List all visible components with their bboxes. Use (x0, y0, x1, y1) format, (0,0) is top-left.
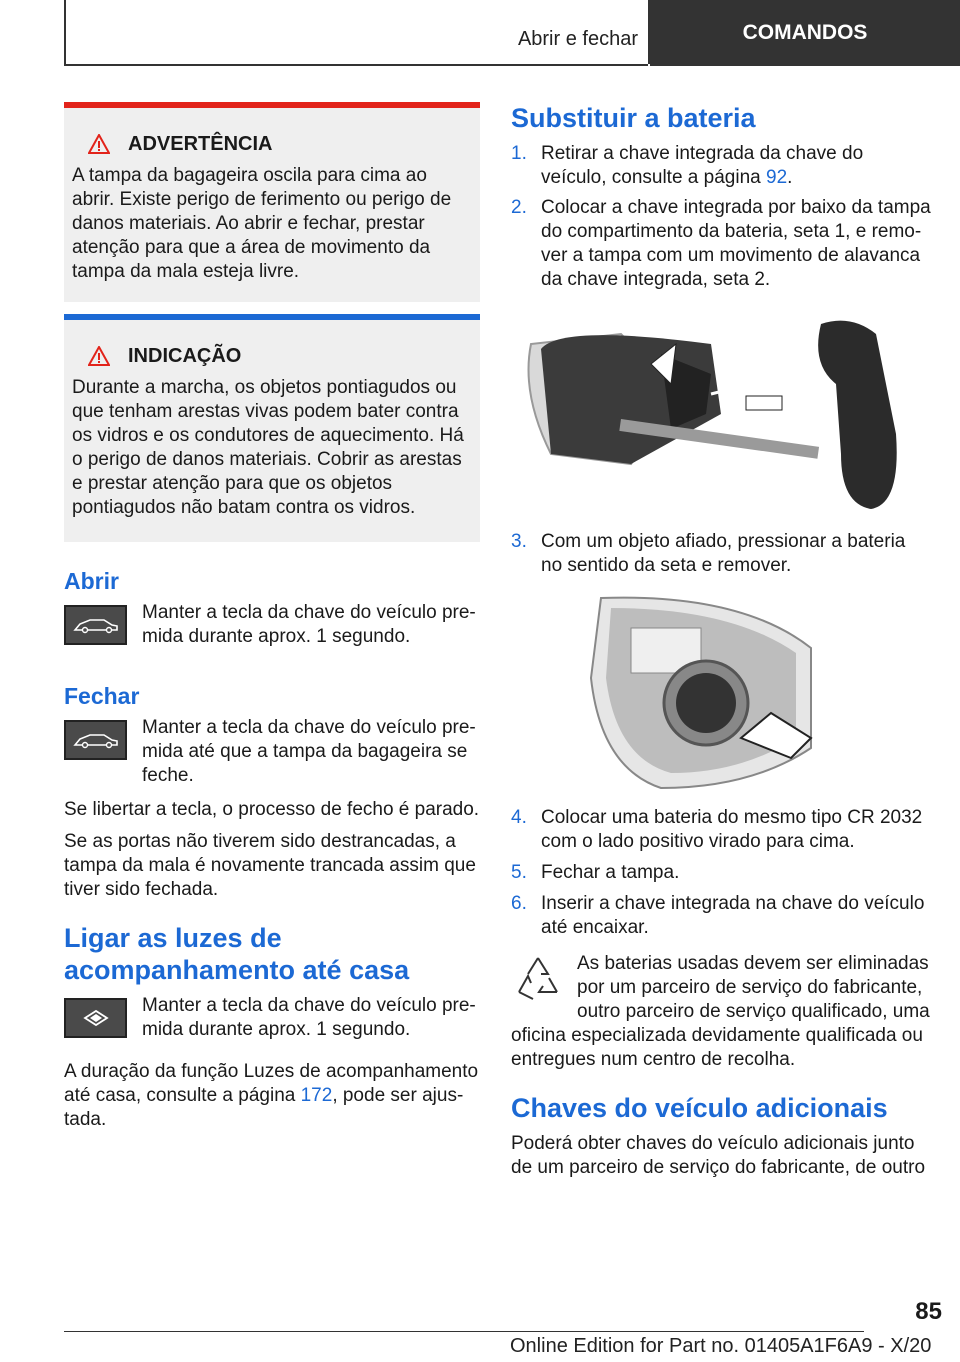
step-3 (511, 530, 931, 578)
recycle-note (511, 952, 931, 1072)
step-4-text: Colocar uma bateria do mesmo tipo CR 2032 com o lado positivo virado para cima. (541, 807, 923, 852)
abrir-text: Manter a tecla da chave do veículo premida durante aprox. 1 segundo. (142, 602, 476, 647)
note-box (64, 314, 480, 542)
luzes-paragraph (64, 1060, 480, 1132)
step-4 (511, 806, 931, 854)
step-5-text: Fechar a tampa. (541, 862, 680, 883)
car-trunk-key-icon (64, 605, 127, 645)
chapter-title: Abrir e fechar (517, 28, 638, 50)
recycle-text: As baterias usadas devem ser eliminadas por um parceiro de serviço do fabricante, outro parceiro de serviço qualificado, uma oficina especializada devidamente qualificada ou entregues num centro de recolha. (511, 953, 930, 1070)
fechar-paragraph-1: Se libertar a tecla, o processo de fecho é parado. (64, 799, 480, 820)
footer-rule (64, 1331, 864, 1332)
warning-title (88, 132, 472, 156)
section-tab-label: COMANDOS (742, 21, 868, 44)
note-text: Durante a marcha, os objetos pontiagudos ou que tenham arestas vivas podem bater contra os vidros e os condutores de aquecimento. Há o perigo de danos materiais. Cobrir as arestas e prestar atenção para que os objetos pontiagudos não batam contra os vidros. (72, 377, 464, 518)
edition-footer: Online Edition for Part no. 01405A1F6A9 - X/20 (510, 1335, 932, 1357)
luzes-paragraph-before: A duração da função Luzes de acompanhamento até casa, consulte a página (64, 1061, 479, 1106)
recycle-icon (513, 954, 563, 1004)
right-column (511, 102, 931, 1180)
step-2-text: Colocar a chave integrada por baixo da tampa do compartimento da bateria, seta 1, e remover a tampa com um movimento de alavanca da chave integrada, seta 2. (541, 197, 931, 290)
step-6 (511, 892, 931, 940)
step-4-number: 4. (511, 807, 527, 828)
chaves-heading: Chaves do veículo adicionais (511, 1093, 888, 1123)
luzes-text: Manter a tecla da chave do veículo premida durante aprox. 1 segundo. (142, 995, 476, 1040)
note-title (88, 344, 472, 368)
luzes-instruction (64, 994, 480, 1048)
step-1 (511, 142, 931, 190)
fechar-text: Manter a tecla da chave do veículo premida até que a tampa da bagageira se feche. (142, 717, 476, 786)
warning-text: A tampa da bagageira oscila para cima ao abrir. Existe perigo de ferimento ou perigo de danos materiais. Ao abrir e fechar, prestar atenção para que a área de movimento da tampa da mala esteja livre. (72, 165, 452, 282)
page-number: 85 (915, 1298, 942, 1325)
key-battery-cover-illustration (511, 304, 931, 524)
warning-title-text: ADVERTÊNCIA (128, 133, 273, 155)
step-2 (511, 196, 931, 292)
car-trunk-key-icon (64, 720, 127, 760)
header-rule (64, 64, 648, 66)
step-3-text: Com um objeto afiado, pressionar a bateria no sentido da seta e remover. (541, 531, 906, 576)
caution-icon (88, 346, 110, 366)
section-tab (650, 0, 960, 66)
fechar-instruction (64, 716, 480, 788)
step-1-text: Retirar a chave integrada da chave do veículo, consulte a página (541, 143, 864, 188)
page-ref-92-link[interactable]: 92 (766, 167, 788, 188)
luzes-paragraph-after: , pode ser ajustada. (64, 1085, 464, 1130)
luzes-heading: Ligar as luzes de acompanhamento até casa (64, 923, 410, 985)
warning-icon (88, 134, 110, 154)
fechar-paragraph-2: Se as portas não tiverem sido destrancadas, a tampa da mala é novamente trancada assim que tiver sido fechada. (64, 831, 476, 900)
battery-compartment-illustration (511, 588, 931, 798)
chaves-text: Poderá obter chaves do veículo adicionais junto de um parceiro de serviço do fabricante, de outro (511, 1133, 926, 1178)
step-3-number: 3. (511, 531, 527, 552)
step-2-number: 2. (511, 197, 527, 218)
fechar-heading: Fechar (64, 683, 140, 709)
step-1-after: . (787, 167, 793, 188)
abrir-instruction (64, 601, 480, 655)
step-5 (511, 861, 931, 885)
left-column (64, 102, 480, 1132)
step-5-number: 5. (511, 862, 527, 883)
step-6-text: Inserir a chave integrada na chave do veículo até encaixar. (541, 893, 925, 938)
warning-box (64, 102, 480, 302)
step-1-number: 1. (511, 143, 527, 164)
page-ref-172-link[interactable]: 172 (300, 1085, 333, 1106)
note-title-text: INDICAÇÃO (128, 345, 242, 367)
step-6-number: 6. (511, 893, 527, 914)
bateria-heading: Substituir a bateria (511, 103, 756, 133)
light-key-icon (64, 998, 127, 1038)
abrir-heading: Abrir (64, 568, 119, 594)
header-rule-left (64, 0, 66, 64)
